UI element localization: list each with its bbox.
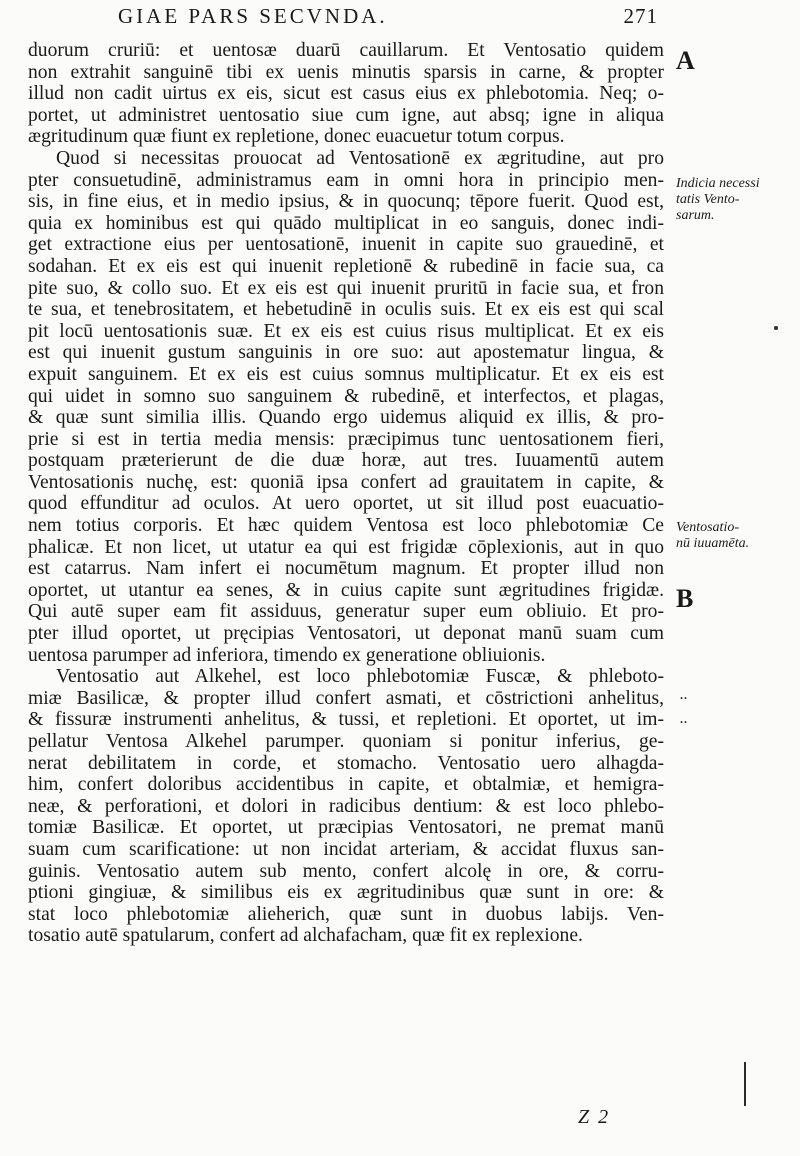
text-line: duorum cruriū: et uentosæ duarū cauillarum. Et Ventosatio quidem [28,40,664,61]
text-line: ptioni gingiuæ, & similibus eis ex ægritudinibus quæ sunt in ore: & [28,882,664,904]
text-line: qui uidet in somno suo sanguinem & rubedinē, et interfectos, et plagas, [28,385,664,407]
text-line: postquam præterierunt de die duæ horæ, aut tres. Iuuamentū autem [28,450,664,472]
text-line: phalicæ. Et non licet, ut utatur ea qui est frigidæ cōplexionis, aut in quo [28,536,664,558]
text-line: quia ex hominibus est qui quādo multiplicat in eo sanguis, donec indi- [28,212,664,234]
text-line: quod effunditur ad oculos. At uero oportet, ut sit illud post euacuatio- [28,493,664,515]
text-line: pter consuetudinē, administramus eam in omni hora in principio men- [28,169,664,191]
text-line: tosatio autē spatularum, confert ad alchafacham, quæ fit ex replexione. [28,925,583,947]
text-line: est qui inuenit gustum sanguinis in ore suo: aut apostematur lingua, & [28,342,664,364]
margin-mark: .. [680,688,688,702]
margin-note-line: tatis Vento- [676,192,740,207]
margin-stroke [744,1062,746,1106]
text-line: pite suo, & collo suo. Et ex eis est qui inuenit pruritū in facie sua, et fron [28,277,664,299]
running-head: GIAE PARS SECVNDA. [118,4,388,28]
section-letter-b: B [676,584,694,613]
body-text [28,40,664,947]
margin-mark: .. [680,712,688,726]
text-line: sis, in fine eius, et in medio ipsius, & in quocunq; tēpore fuerit. Quod est, [28,191,664,213]
margin-note-line: nū iuuamēta. [676,536,750,551]
margin-note-line: sarum. [676,208,715,223]
text-line: illud non cadit uirtus ex eis, sicut est casus eius ex phlebotomia. Neq; o- [28,83,664,105]
text-line: expuit sanguinem. Et ex eis est cuius somnus multiplicatur. Et ex eis est [28,363,664,385]
text-line: est catarrus. Nam infert ei nocumētum magnum. Et propter illud non [28,558,664,580]
section-letter-a: A [676,46,695,75]
margin-note-line: Indicia necessi [676,176,760,191]
margin-dot [774,326,778,330]
text-line: suam cum scarificatione: ut non incidat arteriam, & accidat fluxus san- [28,838,664,860]
text-line: neæ, & perforationi, et dolori in radicibus dentium: & est loco phlebo- [28,795,664,817]
page-header [118,4,658,38]
text-line: him, confert doloribus accidentibus in capite, et obtalmiæ, et hemigra- [28,774,664,796]
text-line: Ventosationis nuchę, est: quoniā ipsa confert ad grauitatem in capite, & [28,471,664,493]
text-line: prie si est in tertia media mensis: præcipimus tunc uentosationem fieri, [28,428,664,450]
text-line: Ventosatio aut Alkehel, est loco phlebotomiæ Fuscæ, & phleboto- [56,666,664,688]
text-line: Qui autē super eam fit assiduus, generatur super eum obliuio. Et pro- [28,601,664,623]
text-line: nerat debilitatem in corde, et stomacho. Ventosatio uero alhagda- [28,752,664,774]
margin-note-indicia [676,176,794,224]
margin-note-iuuamenta [676,520,794,552]
text-line: oportet, ut utantur ea senes, & in cuius capite sunt ægritudines frigidæ. [28,579,664,601]
page-number: 271 [623,4,658,28]
signature-mark: Z 2 [578,1106,611,1128]
text-line: te sua, et tenebrositatem, et hebetudinē in oculis suis. Et ex eis est qui scal [28,299,664,321]
text-line: pellatur Ventosa Alkehel parumper. quoniam si ponitur inferius, ge- [28,731,664,752]
text-line: get extractione eius per uentosationē, inuenit in capite suo grauedinē, et [28,234,664,256]
text-line: & fissuræ instrumenti anhelitus, & tussi, et repletioni. Et oportet, ut im- [28,709,664,731]
text-line: stat loco phlebotomiæ alieherich, quæ sunt in duobus labijs. Ven- [28,903,664,925]
text-line: pit locū uentosationis suæ. Et ex eis est cuius risus multiplicat. Et ex eis [28,320,664,342]
text-line: portet, ut administret uentosatio siue cum igne, aut absq; igne in aliqua [28,104,664,126]
text-line: guinis. Ventosatio autem sub mento, confert alcolę in ore, & corru- [28,860,664,882]
text-line: Quod si necessitas prouocat ad Ventosationē ex ægritudine, aut pro [56,147,664,169]
text-line: sodahan. Et ex eis est qui inuenit repletionē & rubedinē in facie sua, ca [28,255,664,277]
text-line: uentosa parumper ad inferiora, timendo ex generatione obliuionis. [28,644,546,666]
margin-note-line: Ventosatio- [676,520,739,535]
text-line: & quæ sunt similia illis. Quando ergo uidemus aliquid ex illis, & pro- [28,407,664,429]
text-line: pter illud oportet, ut pręcipias Ventosatori, ut deponat manū suam cum [28,623,664,645]
text-line: nem totius corporis. Et hæc quidem Ventosa est loco phlebotomiæ Ce [28,515,664,537]
text-line: miæ Basilicæ, & propter illud confert asmati, et cōstrictioni anhelitus, [28,687,664,709]
text-line: ægritudinum quæ fiunt ex repletione, donec euacuetur totum corpus. [28,126,565,148]
text-line: non extrahit sanguinē tibi ex uenis minutis sparsis in carne, & propter [28,61,664,83]
text-line: tomiæ Basilicæ. Et oportet, ut præcipias Ventosatori, ne premat manū [28,817,664,839]
